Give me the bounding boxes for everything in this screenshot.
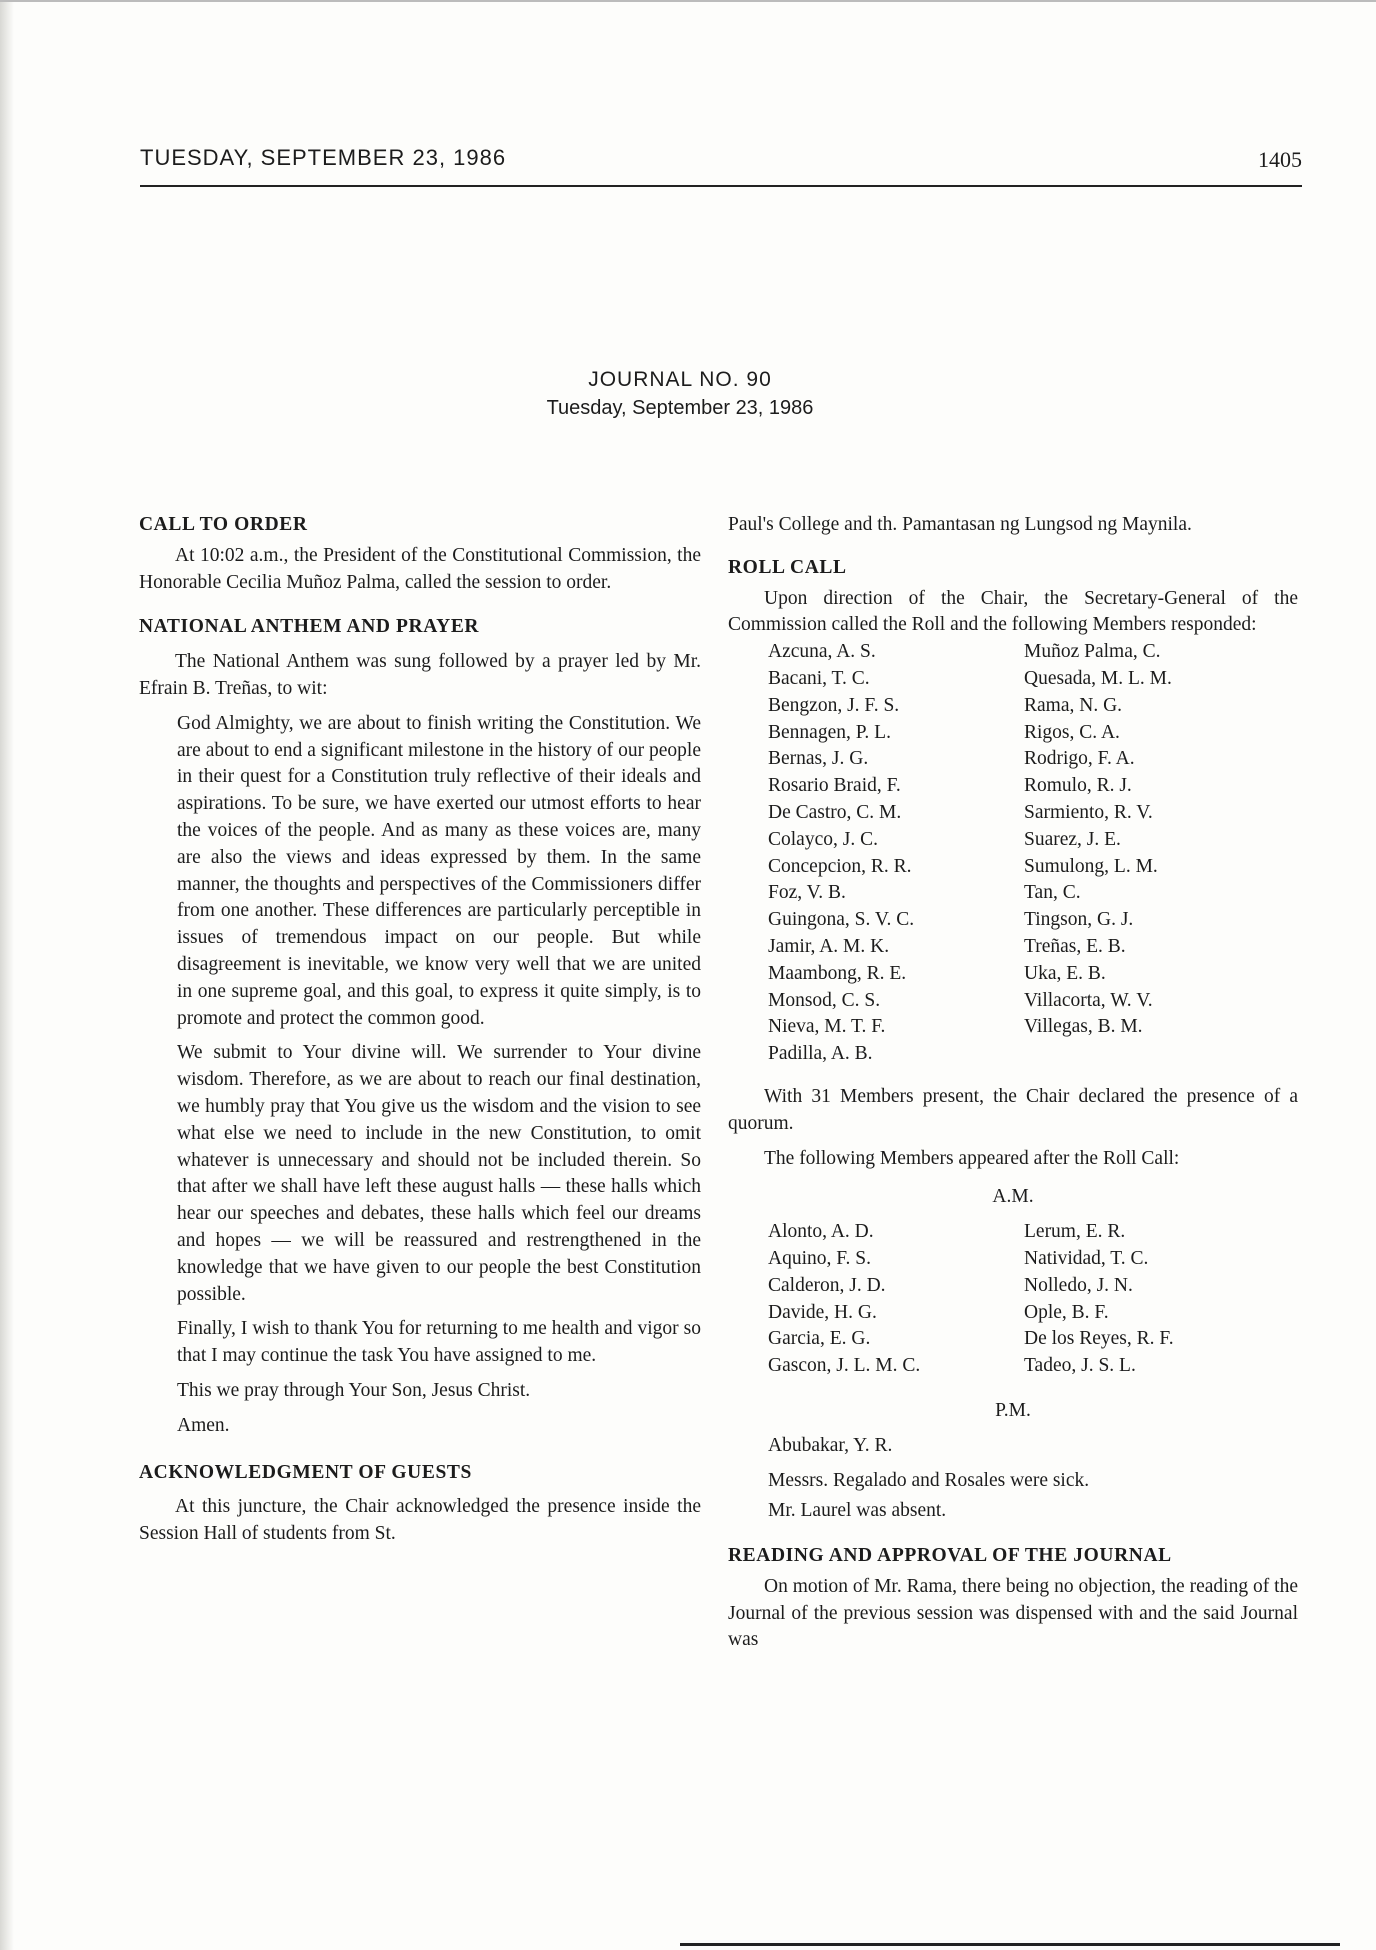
- member-name: Villegas, B. M.: [1024, 1016, 1143, 1038]
- member-name: Aquino, F. S.: [768, 1247, 872, 1269]
- member-name: Nolledo, J. N.: [1024, 1274, 1133, 1296]
- call-to-order-text: At 10:02 a.m., the President of the Constitutional Commission, the Honorable Cecilia Muñoz Palma, called the session to order.: [139, 544, 701, 593]
- reading-text: On motion of Mr. Rama, there being no objection, the reading of the Journal of the previous session was dispensed with and the said Journal was: [728, 1575, 1298, 1651]
- member-name: Maambong, R. E.: [768, 962, 907, 984]
- pm-member: Abubakar, Y. R.: [768, 1434, 893, 1456]
- prayer-paragraph-4: This we pray through Your Son, Jesus Christ.: [177, 1379, 531, 1401]
- member-name: Azcuna, A. S.: [768, 641, 876, 663]
- member-name: Colayco, J. C.: [768, 828, 878, 850]
- call-to-order-heading: CALL TO ORDER: [139, 514, 308, 535]
- member-name: Natividad, T. C.: [1024, 1247, 1149, 1269]
- member-name: Ople, B. F.: [1024, 1301, 1109, 1323]
- roll-call-heading: ROLL CALL: [728, 556, 847, 578]
- journal-title: JOURNAL NO. 90: [588, 368, 772, 391]
- member-name: Muñoz Palma, C.: [1024, 641, 1161, 663]
- am-members-list: [728, 1219, 1298, 1380]
- page-number: 1405: [1258, 147, 1302, 172]
- member-name: Romulo, R. J.: [1024, 775, 1132, 797]
- members-present-list: [728, 639, 1298, 1068]
- am-label: A.M.: [992, 1186, 1034, 1208]
- member-name: Jamir, A. M. K.: [768, 935, 890, 957]
- member-name: Uka, E. B.: [1024, 962, 1106, 984]
- member-name: De los Reyes, R. F.: [1024, 1328, 1174, 1350]
- member-name: Concepcion, R. R.: [768, 855, 912, 877]
- members-column-2: [1024, 639, 1284, 1068]
- am-column-2: [1024, 1219, 1284, 1380]
- member-name: Garcia, E. G.: [768, 1328, 871, 1350]
- quorum-text: With 31 Members present, the Chair declared the presence of a quorum.: [728, 1085, 1298, 1134]
- am-column-1: [768, 1219, 1024, 1380]
- sick-text: Messrs. Regalado and Rosales were sick.: [768, 1469, 1090, 1491]
- member-name: Nieva, M. T. F.: [768, 1016, 886, 1038]
- member-name: Tan, C.: [1024, 882, 1081, 904]
- after-roll-text: The following Members appeared after the Roll Call:: [764, 1147, 1180, 1169]
- member-name: Villacorta, W. V.: [1024, 989, 1153, 1011]
- members-column-1: [768, 639, 1024, 1068]
- member-name: Lerum, E. R.: [1024, 1221, 1126, 1243]
- member-name: Rosario Braid, F.: [768, 775, 901, 797]
- guests-text: At this juncture, the Chair acknowledged the presence inside the Session Hall of students from St.: [139, 1496, 701, 1545]
- reading-heading: READING AND APPROVAL OF THE JOURNAL: [728, 1545, 1172, 1567]
- member-name: Tadeo, J. S. L.: [1024, 1355, 1136, 1377]
- member-name: Guingona, S. V. C.: [768, 909, 915, 931]
- member-name: Sarmiento, R. V.: [1024, 801, 1153, 823]
- member-name: Sumulong, L. M.: [1024, 855, 1158, 877]
- anthem-text: The National Anthem was sung followed by a prayer led by Mr. Efrain B. Treñas, to wit:: [139, 651, 701, 699]
- member-name: Bengzon, J. F. S.: [768, 694, 900, 716]
- member-name: Foz, V. B.: [768, 882, 846, 904]
- prayer-paragraph-3: Finally, I wish to thank You for returning to me health and vigor so that I may continue the task You have assigned to me.: [177, 1318, 701, 1367]
- guests-continued-text: Paul's College and th. Pamantasan ng Lungsod ng Maynila.: [728, 514, 1192, 535]
- member-name: Rigos, C. A.: [1024, 721, 1120, 743]
- member-name: Gascon, J. L. M. C.: [768, 1355, 921, 1377]
- member-name: Alonto, A. D.: [768, 1221, 874, 1243]
- member-name: Bacani, T. C.: [768, 667, 870, 689]
- member-name: Rodrigo, F. A.: [1024, 748, 1135, 770]
- member-name: Monsod, C. S.: [768, 989, 881, 1011]
- prayer-paragraph-1: God Almighty, we are about to finish writing the Constitution. We are about to end a significant milestone in the history of our people in their quest for a Constitution truly reflective of their ideals and aspirations. To be sure, we have exerted our utmost efforts to hear the voices of the people. And as many as these voices are, many are also the views and ideas expressed by them. In the same manner, the thoughts and perspectives of the Commissioners differ from one another. These differences are particularly perceptible in issues of tremendous impact on our people. But while disagreement is inevitable, we know very well that we are united in one supreme goal, and this goal, to express it quite simply, is to promote and protect the common good.: [177, 712, 701, 1029]
- member-name: Treñas, E. B.: [1024, 935, 1126, 957]
- member-name: Quesada, M. L. M.: [1024, 667, 1172, 689]
- scan-top-edge: [0, 0, 1376, 2]
- running-header: [140, 145, 1302, 187]
- member-name: De Castro, C. M.: [768, 801, 902, 823]
- anthem-heading: NATIONAL ANTHEM AND PRAYER: [139, 616, 480, 638]
- prayer-paragraph-5: Amen.: [177, 1414, 230, 1436]
- journal-date: Tuesday, September 23, 1986: [546, 397, 814, 419]
- roll-call-text: Upon direction of the Chair, the Secretary-General of the Commission called the Roll and the following Members responded:: [728, 587, 1298, 636]
- left-column: [139, 512, 701, 1548]
- guests-heading: ACKNOWLEDGMENT OF GUESTS: [139, 1461, 472, 1483]
- member-name: Tingson, G. J.: [1024, 909, 1134, 931]
- scan-edge: [0, 0, 14, 1950]
- absent-text: Mr. Laurel was absent.: [768, 1500, 947, 1522]
- prayer-paragraph-2: We submit to Your divine will. We surrender to Your divine wisdom. Therefore, as we are about to reach our final destination, we humbly pray that You give us the wisdom and the vision to see what else we need to include in the new Constitution, to omit whatever is unnecessary and should not be included therein. So that after we shall have left these august halls — these halls which hear our speeches and debates, these halls which feel our dreams and hopes — we will be reassured and restrengthened in the knowledge that we have given to our people the best Constitution possible.: [177, 1042, 701, 1305]
- footer-rule: [680, 1943, 1340, 1946]
- member-name: Bennagen, P. L.: [768, 721, 891, 743]
- member-name: Davide, H. G.: [768, 1301, 877, 1323]
- pm-label: P.M.: [995, 1399, 1031, 1421]
- member-name: Suarez, J. E.: [1024, 828, 1121, 850]
- member-name: Calderon, J. D.: [768, 1274, 886, 1296]
- member-name: Padilla, A. B.: [768, 1043, 873, 1065]
- member-name: Bernas, J. G.: [768, 748, 869, 770]
- member-name: Rama, N. G.: [1024, 694, 1123, 716]
- right-column: [728, 512, 1298, 1654]
- header-date: TUESDAY, SEPTEMBER 23, 1986: [140, 145, 507, 170]
